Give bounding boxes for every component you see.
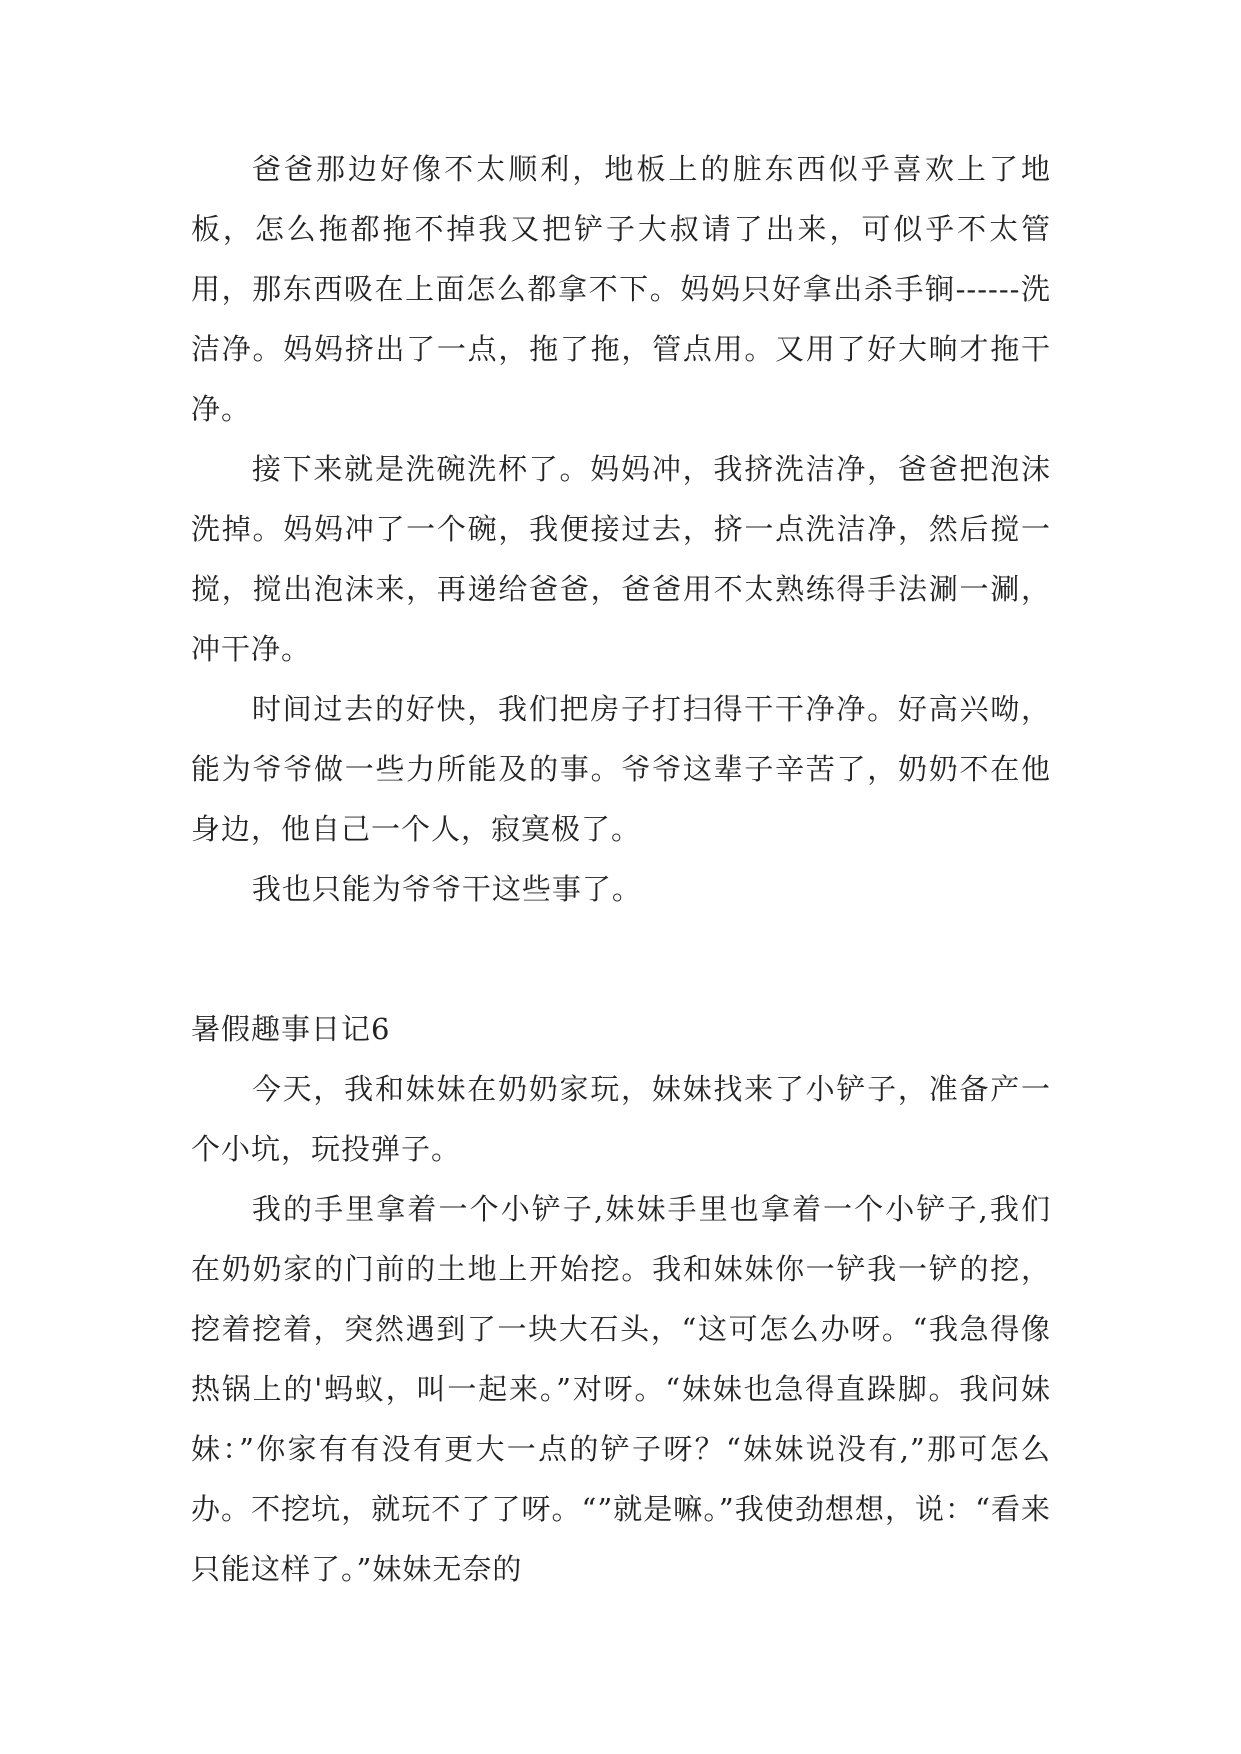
section-title: 暑假趣事日记6	[191, 1012, 391, 1046]
paragraph: 接下来就是洗碗洗杯了。妈妈冲，我挤洗洁净，爸爸把泡沫洗掉。妈妈冲了一个碗，我便接过去，挤一点洗洁净，然后搅一搅，搅出泡沫来，再递给爸爸，爸爸用不太熟练得手法涮一涮，冲干净。	[191, 452, 1051, 666]
section-gap	[191, 919, 1051, 999]
paragraph: 我也只能为爷爷干这些事了。	[251, 872, 642, 906]
paragraph: 爸爸那边好像不太顺利，地板上的脏东西似乎喜欢上了地板，怎么拖都拖不掉我又把铲子大叔请了出来，可似乎不太管用，那东西吸在上面怎么都拿不下。妈妈只好拿出杀手锏------洗洁净。妈妈挤出了一点，拖了拖，管点用。又用了好大晌才拖干净。	[191, 152, 1051, 426]
paragraph: 时间过去的好快，我们把房子打扫得干干净净。好高兴呦，能为爷爷做一些力所能及的事。爷爷这辈子辛苦了，奶奶不在他身边，他自己一个人，寂寞极了。	[191, 692, 1051, 846]
paragraph: 我的手里拿着一个小铲子,妹妹手里也拿着一个小铲子,我们在奶奶家的门前的土地上开始挖。我和妹妹你一铲我一铲的挖，挖着挖着，突然遇到了一块大石头，“这可怎么办呀。“我急得像热锅上的'蚂蚁，叫一起来。”对呀。“妹妹也急得直跺脚。我问妹妹：”你家有有没有更大一点的铲子呀？“妹妹说没有,”那可怎么办。不挖坑，就玩不了了呀。“”就是嘛。”我使劲想想，说：“看来只能这样了。”妹妹无奈的	[191, 1192, 1051, 1586]
paragraph: 今天，我和妹妹在奶奶家玩，妹妹找来了小铲子，准备产一个小坑，玩投弹子。	[191, 1072, 1051, 1166]
document-body	[191, 139, 1051, 1599]
